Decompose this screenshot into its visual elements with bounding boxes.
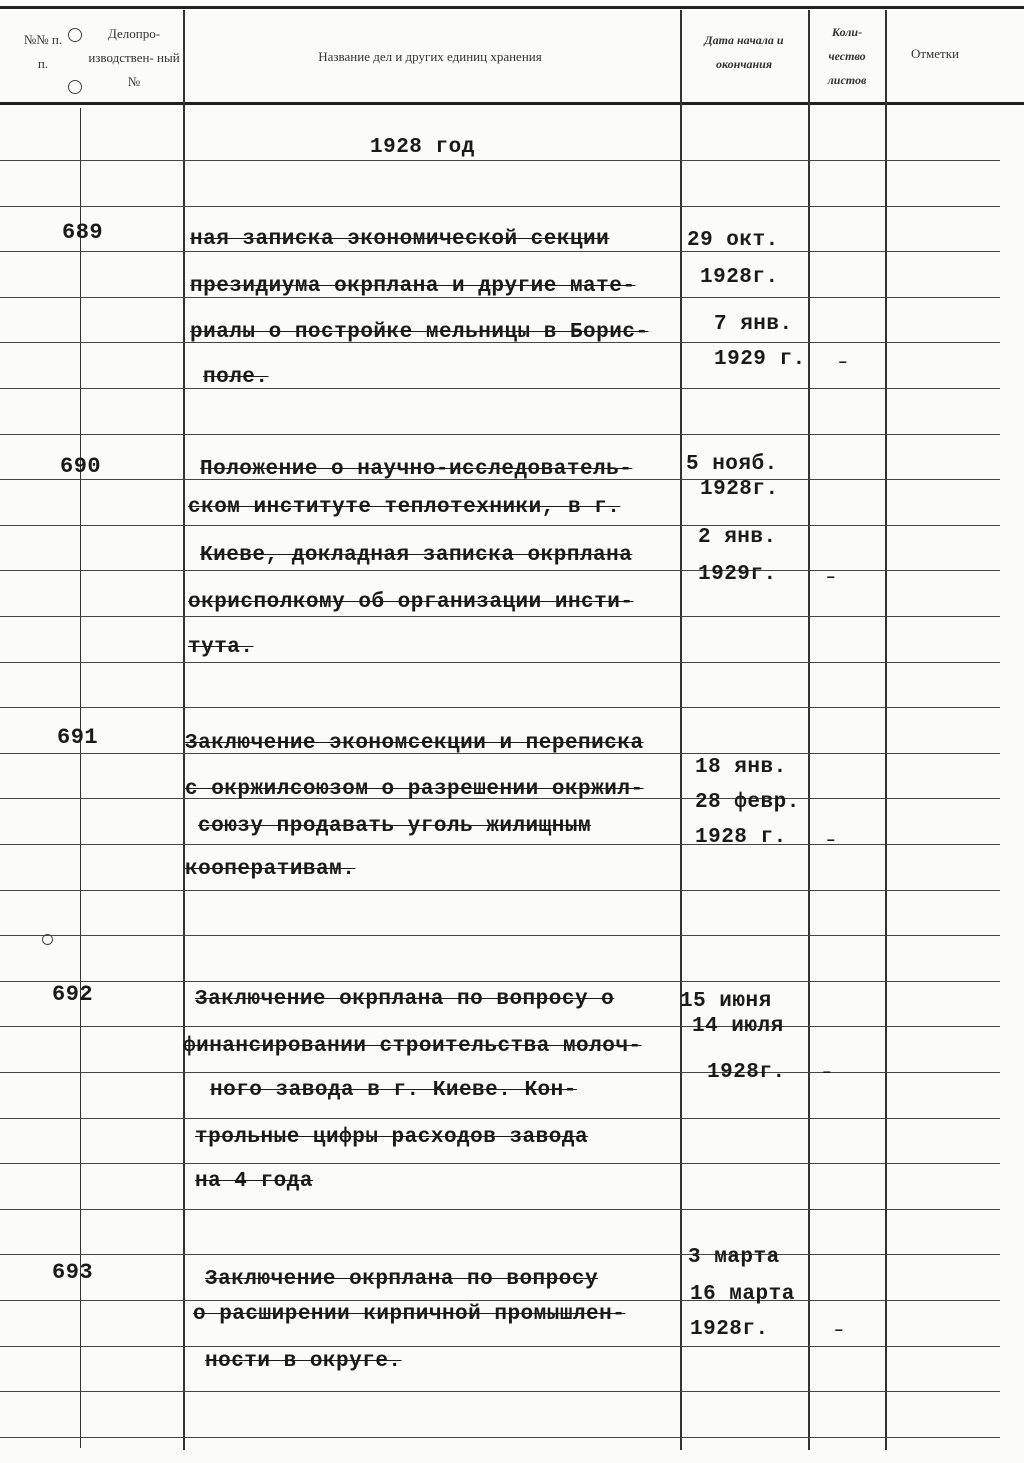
- entry-date: 29 окт.: [687, 229, 779, 252]
- ruled-line: [0, 1254, 1000, 1255]
- entry-title-line: ности в округе.: [205, 1350, 402, 1373]
- entry-title-line: союзу продавать уголь жилищным: [198, 815, 592, 838]
- entry-title-line: трольные цифры расходов завода: [195, 1126, 589, 1149]
- entry-date: 5 нояб.: [686, 453, 778, 476]
- entry-date: 14 июля: [692, 1015, 784, 1038]
- ruled-line: [0, 525, 1000, 526]
- entry-title-line: Заключение окрплана по вопросу: [205, 1268, 599, 1291]
- ruled-line: [0, 890, 1000, 891]
- entry-title-line: окрисполкому об организации инсти-: [188, 591, 634, 614]
- ruled-line: [0, 1209, 1000, 1210]
- column-divider: [885, 10, 887, 1450]
- ruled-line: [0, 570, 1000, 571]
- entry-title-line: Киеве, докладная записка окрплана: [200, 544, 633, 567]
- binding-hole: [68, 80, 82, 94]
- entry-date: 18 янв.: [695, 756, 787, 779]
- entry-title-line: президиума окрплана и другие мате-: [190, 275, 636, 298]
- ruled-line: [0, 160, 1000, 161]
- ruled-line: [0, 662, 1000, 663]
- header-col-dates: Дата начала и окончания: [704, 33, 784, 71]
- entry-date: 1929 г.: [714, 348, 806, 371]
- ruled-line: [0, 981, 1000, 982]
- entry-title-line: тута.: [188, 636, 254, 659]
- entry-title-line: на 4 года: [195, 1170, 313, 1193]
- entry-date: 16 марта: [690, 1283, 795, 1306]
- entry-date: 15 июня: [680, 990, 772, 1013]
- ruled-line: [0, 1300, 1000, 1301]
- entry-number: 691: [57, 725, 99, 750]
- entry-number: 689: [62, 220, 104, 245]
- ruled-line: [0, 1437, 1000, 1438]
- entry-date: 1928г.: [700, 266, 779, 289]
- ruled-line: [0, 1118, 1000, 1119]
- ruled-line: [0, 1072, 1000, 1073]
- header-top-border: [0, 6, 1024, 9]
- ruled-line: [0, 1163, 1000, 1164]
- entry-date: 1928г.: [700, 478, 779, 501]
- entry-title-line: поле.: [203, 366, 269, 389]
- entry-title-line: Заключение экономсекции и переписка: [185, 732, 644, 755]
- ruled-line: [0, 206, 1000, 207]
- ruled-line: [0, 388, 1000, 389]
- header-col-office-number: Делопро- изводствен- ный №: [88, 26, 180, 89]
- column-divider: [680, 10, 682, 1450]
- ruled-line: [0, 1026, 1000, 1027]
- entry-sheets: –: [826, 568, 836, 586]
- entry-date: 1928г.: [707, 1061, 786, 1084]
- ruled-line: [0, 434, 1000, 435]
- column-divider: [183, 10, 185, 1450]
- header-bottom-border: [0, 102, 1024, 105]
- ruled-line: [0, 1391, 1000, 1392]
- column-divider: [80, 108, 81, 1448]
- column-divider: [808, 10, 810, 1450]
- entry-date: 1928г.: [690, 1318, 769, 1341]
- entry-title-line: Положение о научно-исследователь-: [200, 458, 633, 481]
- ruled-line: [0, 707, 1000, 708]
- year-heading: 1928 год: [370, 136, 475, 159]
- entry-title-line: ском институте теплотехники, в г.: [188, 496, 621, 519]
- entry-number: 693: [52, 1260, 94, 1285]
- entry-title-line: ная записка экономической секции: [190, 228, 610, 251]
- header-col-number: №№ п. п.: [23, 32, 63, 71]
- entry-date: 7 янв.: [714, 313, 793, 336]
- ruled-line: [0, 1346, 1000, 1347]
- ruled-line: [0, 616, 1000, 617]
- header-col-title: Название дел и других единиц хранения: [318, 49, 542, 64]
- ruled-line: [0, 844, 1000, 845]
- entry-date: 28 февр.: [695, 791, 800, 814]
- entry-title-line: кооперативам.: [185, 858, 356, 881]
- entry-date: 3 марта: [688, 1246, 780, 1269]
- header-col-sheets: Коли- чество листов: [827, 25, 867, 87]
- binding-hole: [68, 28, 82, 42]
- entry-number: 690: [60, 454, 102, 479]
- entry-sheets: –: [834, 1321, 844, 1339]
- entry-title-line: риалы о постройке мельницы в Борис-: [190, 321, 649, 344]
- entry-title-line: финансировании строительства молоч-: [183, 1035, 642, 1058]
- entry-title-line: ного завода в г. Киеве. Кон-: [210, 1079, 577, 1102]
- entry-title-line: о расширении кирпичной промышлен-: [193, 1303, 626, 1326]
- entry-number: 692: [52, 982, 94, 1007]
- entry-sheets: –: [822, 1063, 832, 1081]
- entry-date: 2 янв.: [698, 526, 777, 549]
- entry-title-line: Заключение окрплана по вопросу о: [195, 988, 615, 1011]
- entry-sheets: –: [838, 353, 848, 371]
- header-col-notes: Отметки: [910, 46, 960, 61]
- entry-date: 1928 г.: [695, 826, 787, 849]
- entry-sheets: –: [826, 831, 836, 849]
- entry-date: 1929г.: [698, 563, 777, 586]
- entry-title-line: с окржилсоюзом о разрешении окржил-: [185, 778, 644, 801]
- ruled-line: [0, 935, 1000, 936]
